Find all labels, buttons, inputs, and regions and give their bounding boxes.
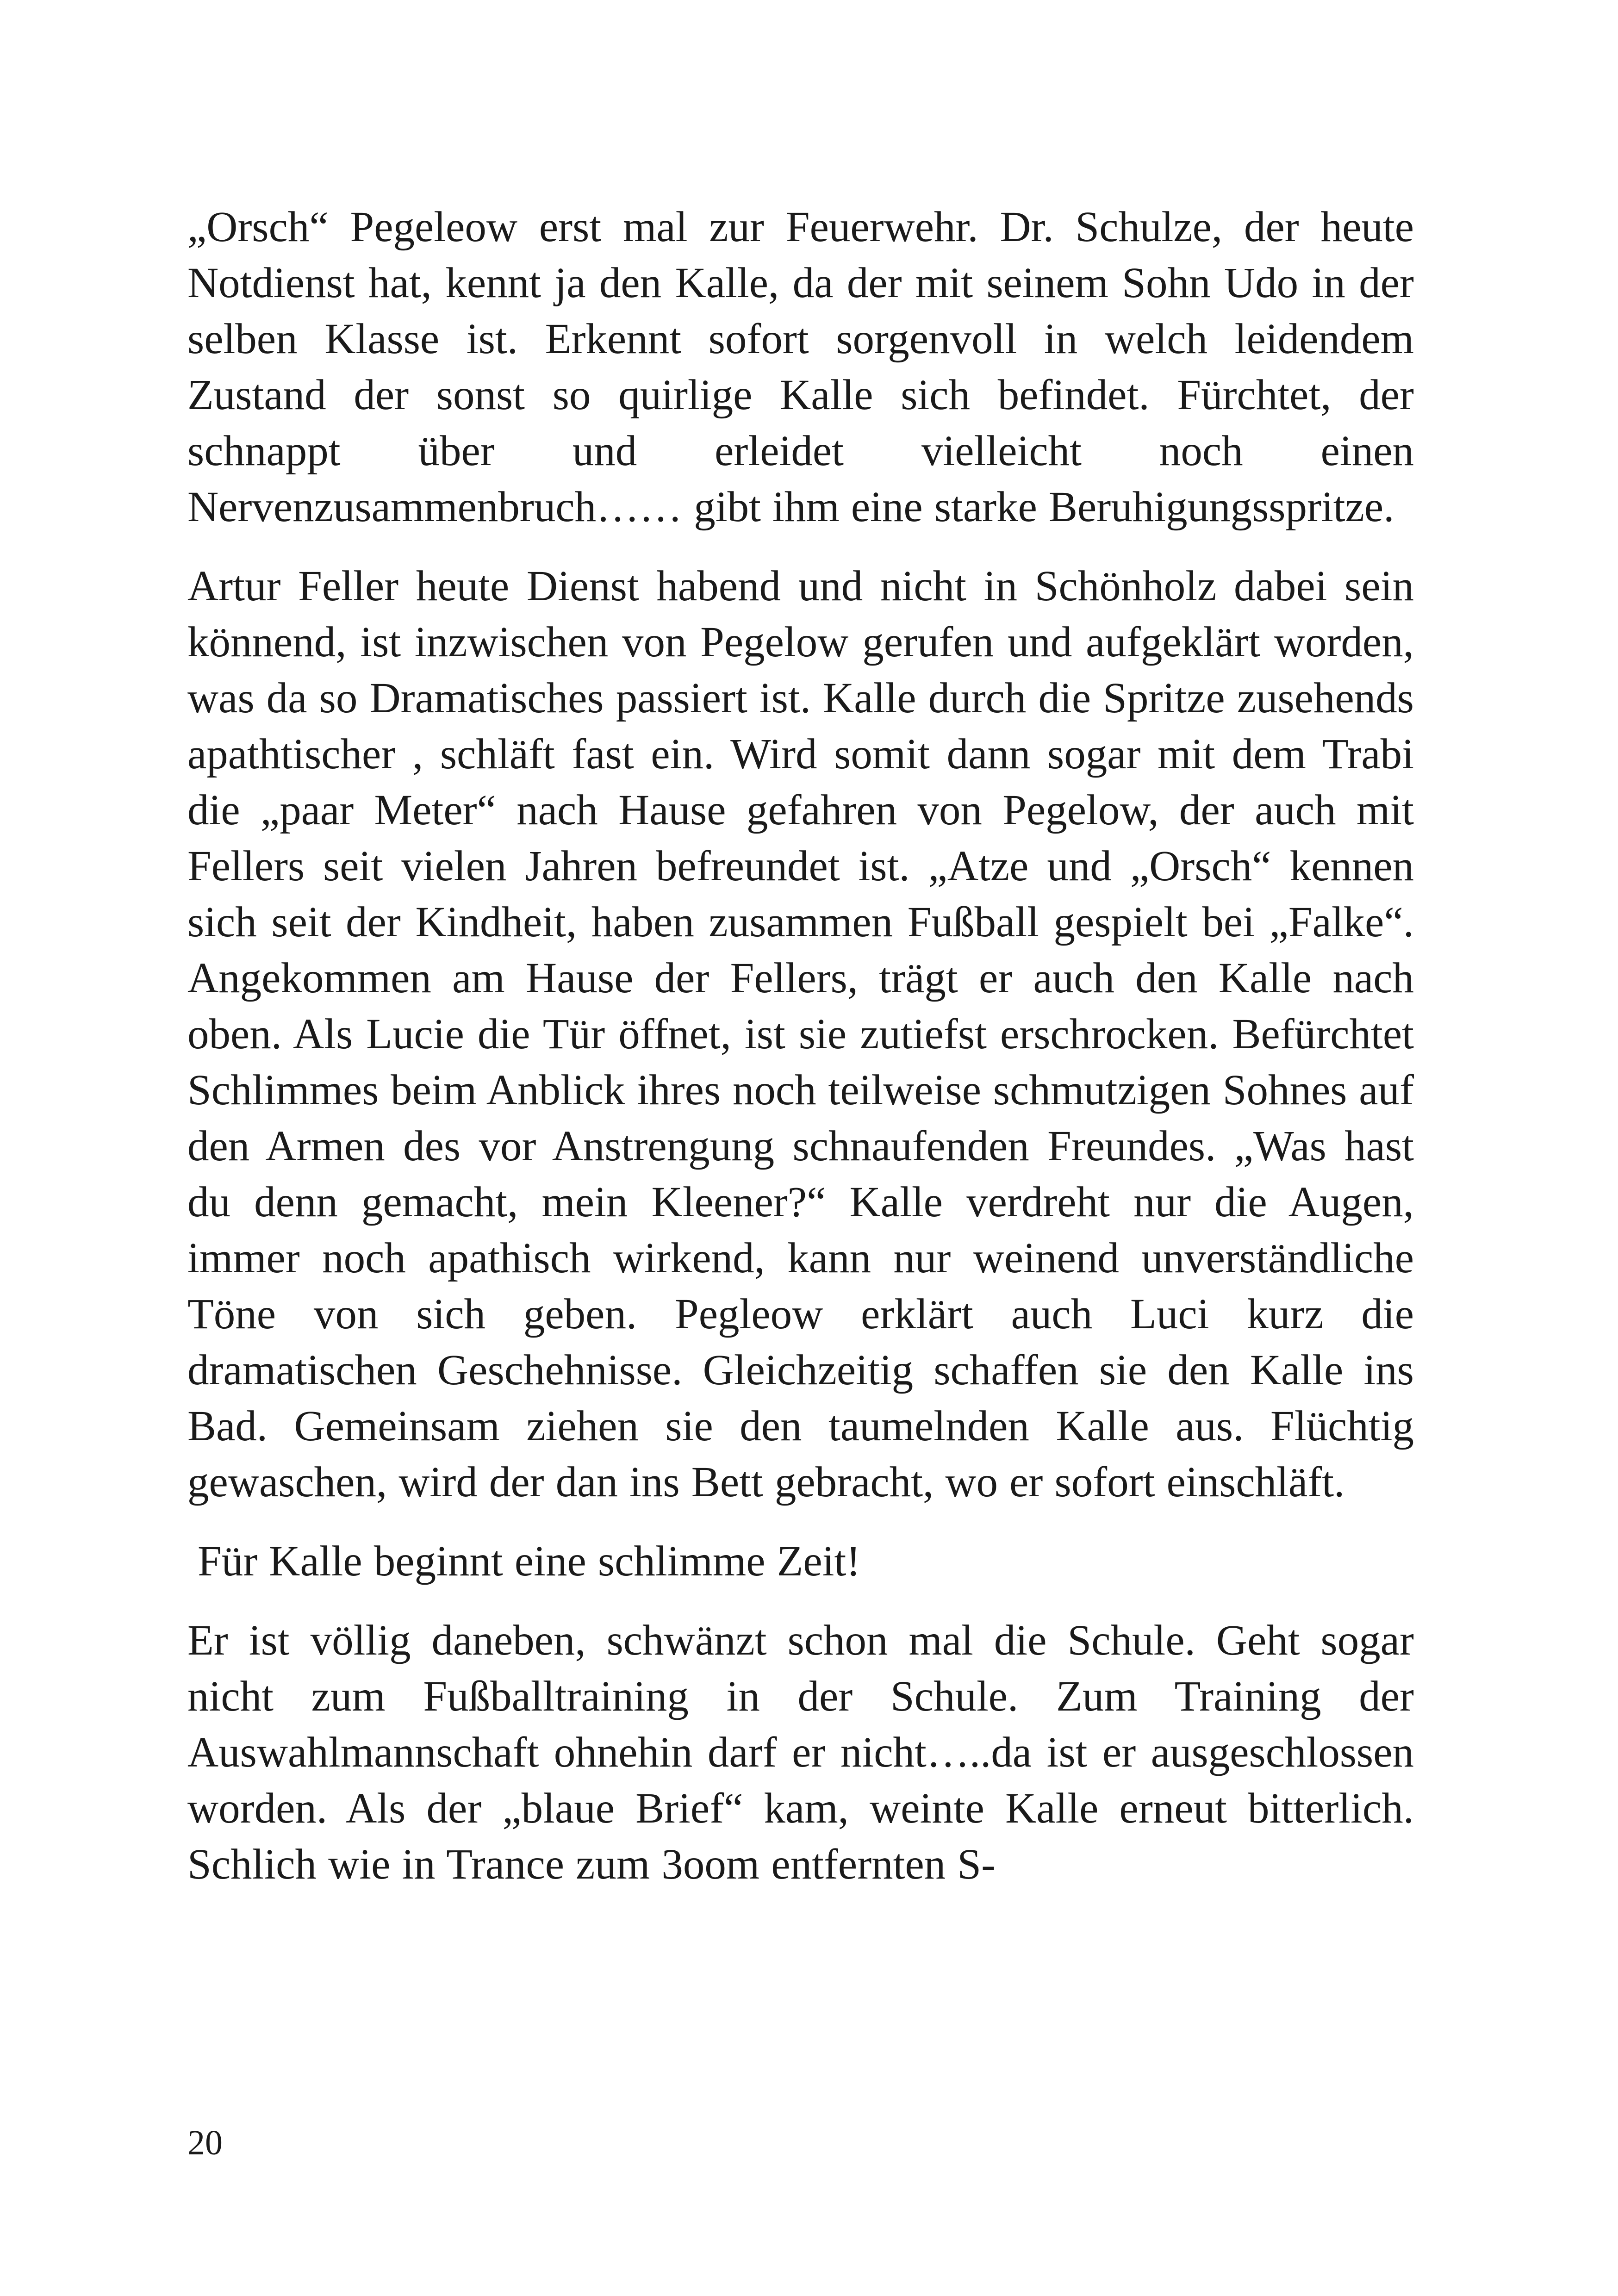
paragraph-1: „Orsch“ Pegeleow erst mal zur Feuerwehr. Dr. Schulze, der heute Notdienst hat, kennt ja den Kalle, da der mit seinem Sohn Udo in der selben Klasse ist. Erkennt sofort sorgenvoll in welch leidendem Zustand der sonst so quirlige Kalle sich befindet. Fürchtet, der schnappt über und erleidet vielleicht noch einen Nervenzusammenbruch…… gibt ihm eine starke Beruhigungsspritze. [187,203,1414,531]
page-number: 20 [187,2123,223,2162]
paragraph-4: Er ist völlig daneben, schwänzt schon mal die Schule. Geht sogar nicht zum Fußballtraining in der Schule. Zum Training der Auswahlmannschaft ohnehin darf er nicht…..da ist er ausgeschlossen worden. Als der „blaue Brief“ kam, weinte Kalle erneut bitterlich. Schlich wie in Trance zum 3oom entfernten S- [187,1617,1414,1888]
paragraph-2: Artur Feller heute Dienst habend und nicht in Schönholz dabei sein könnend, ist inzwischen von Pegelow gerufen und aufgeklärt worden, was da so Dramatisches passiert ist. Kalle durch die Spritze zusehends apathtischer , schläft fast ein. Wird somit dann sogar mit dem Trabi die „paar Meter“ nach Hause gefahren von Pegelow, der auch mit Fellers seit vielen Jahren befreundet ist. „Atze und „Orsch“ kennen sich seit der Kindheit, haben zusammen Fußball gespielt bei „Falke“. Angekommen am Hause der Fellers, trägt er auch den Kalle nach oben. Als Lucie die Tür öffnet, ist sie zutiefst erschrocken. Befürchtet Schlimmes beim Anblick ihres noch teilweise schmutzigen Sohnes auf den Armen des vor Anstrengung schnaufenden Freundes. „Was hast du denn gemacht, mein Kleener?“ Kalle verdreht nur die Augen, immer noch apathisch wirkend, kann nur weinend unverständliche Töne von sich geben. Pegleow erklärt auch Luci kurz die dramatischen Geschehnisse. Gleichzeitig schaffen sie den Kalle ins Bad. Gemeinsam ziehen sie den taumelnden Kalle aus. Flüchtig gewaschen, wird der dan ins Bett gebracht, wo er sofort einschläft. [187,562,1414,1506]
paragraph-3: Für Kalle beginnt eine schlimme Zeit! [198,1537,861,1585]
body-text [187,199,1414,1892]
